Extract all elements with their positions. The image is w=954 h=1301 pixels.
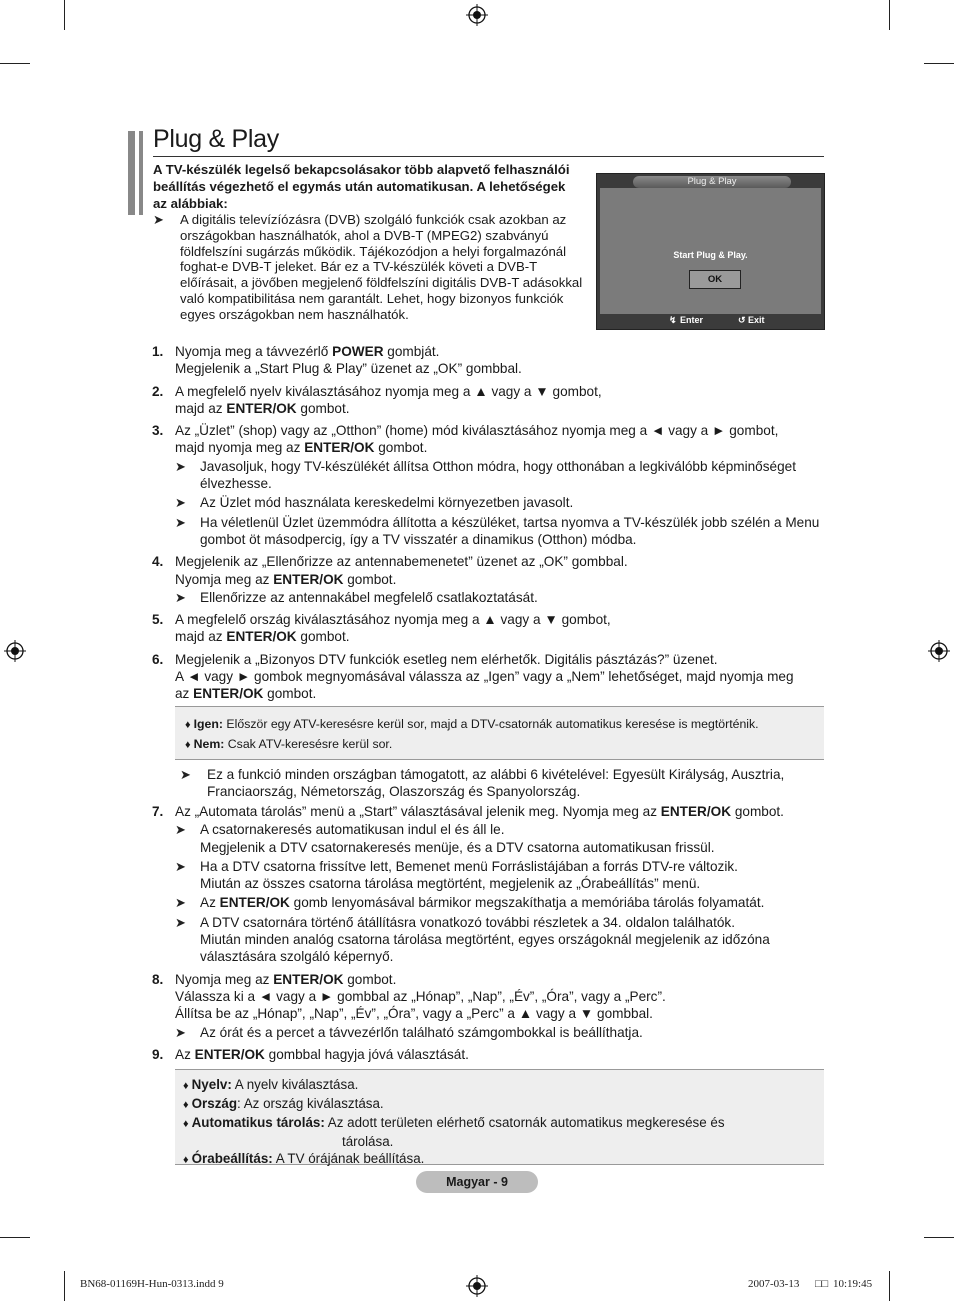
note-arrow-icon: ➤ xyxy=(175,514,186,530)
bullet-icon: ♦ xyxy=(185,719,191,731)
key-name: ENTER/OK xyxy=(273,571,344,587)
steps-list-2 xyxy=(152,803,832,1068)
tv-menu-message: Start Plug & Play. xyxy=(673,250,748,260)
exit-label: Exit xyxy=(748,315,765,325)
step-line: Állítsa be az „Hónap”, „Nap”, „Év”, „Óra”, vagy a „Perc” a ▲ vagy a ▼ gombbal. xyxy=(175,1006,653,1022)
step-item xyxy=(152,611,832,646)
step-line: az ENTER/OK gombot. xyxy=(175,686,317,702)
step-notes xyxy=(175,589,832,606)
bullet-icon: ♦ xyxy=(183,1154,189,1166)
tv-ok-button: OK xyxy=(689,270,741,289)
country-support-note xyxy=(180,766,830,801)
step-note xyxy=(175,1024,832,1041)
summary-label: Automatikus tárolás: xyxy=(191,1115,325,1130)
note-arrow-icon: ➤ xyxy=(175,495,186,511)
step-number: 7. xyxy=(152,804,164,819)
print-squares: □□ xyxy=(815,1278,829,1290)
bullet-icon: ♦ xyxy=(183,1080,189,1092)
step-line: Az ENTER/OK gombbal hagyja jóvá választását. xyxy=(175,1046,469,1062)
setup-summary-box xyxy=(175,1069,824,1165)
steps-list-1 xyxy=(152,343,832,708)
summary-text: Az adott területen elérhető csatornák automatikus megkeresése és xyxy=(324,1115,725,1130)
step-number: 8. xyxy=(152,971,164,987)
key-name: ENTER/OK xyxy=(226,400,297,416)
registration-mark-icon xyxy=(466,4,488,26)
summary-row xyxy=(175,1114,824,1150)
step-line: A megfelelő ország kiválasztásához nyomja meg a ▲ vagy a ▼ gombot, xyxy=(175,612,611,628)
step-item xyxy=(152,971,832,1041)
step-number: 2. xyxy=(152,383,164,399)
scan-options-box xyxy=(175,706,824,760)
option-row xyxy=(175,735,824,755)
step-note xyxy=(175,494,832,511)
enter-label: Enter xyxy=(680,315,704,325)
step-note xyxy=(175,821,832,856)
key-name: ENTER/OK xyxy=(660,804,732,819)
step-line: Az „Automata tárolás” menü a „Start” választásával jelenik meg. Nyomja meg az ENTER/OK gombot. xyxy=(175,804,784,819)
note-arrow-icon: ➤ xyxy=(175,1024,186,1040)
key-name: ENTER/OK xyxy=(273,971,344,987)
key-name: ENTER/OK xyxy=(304,440,375,456)
note-arrow-icon: ➤ xyxy=(175,895,186,911)
bullet-icon: ♦ xyxy=(183,1099,189,1111)
exit-icon: ↺ xyxy=(738,315,746,325)
step-note-text: Ha a DTV csatorna frissítve lett, Bemenet menü Forráslistájában a forrás DTV-re változik. Miután az összes csatorna tárolása megtörtént, megjelenik az „Órabeállítás” menü. xyxy=(200,858,738,892)
step-item xyxy=(152,651,832,703)
bullet-icon: ♦ xyxy=(183,1118,189,1130)
step-note xyxy=(175,514,832,549)
step-notes xyxy=(175,458,832,548)
key-name: ENTER/OK xyxy=(193,686,264,702)
step-note-text: A csatornakeresés automatikusan indul el és áll le. Megjelenik a DTV csatornakeresés menüje, és a DTV csatorna automatikusan frissül. xyxy=(200,822,715,855)
step-line: Megjelenik az „Ellenőrizze az antennabemenetet” üzenet az „OK” gombbal. xyxy=(175,554,628,570)
note-arrow-icon: ➤ xyxy=(175,589,186,605)
summary-row xyxy=(175,1076,824,1095)
step-note-text: Az ENTER/OK gomb lenyomásával bármikor megszakíthatja a memóriába tárolás folyamatát. xyxy=(200,895,765,911)
option-text: Csak ATV-keresésre kerül sor. xyxy=(224,737,393,751)
key-name: ENTER/OK xyxy=(194,1046,265,1062)
note-arrow-icon: ➤ xyxy=(180,767,191,782)
step-number: 4. xyxy=(152,554,164,570)
key-name: ENTER/OK xyxy=(226,629,297,645)
country-support-text: Ez a funkció minden országban támogatott, az alábbi 6 kivételével: Egyesült Királyság, Ausztria, Franciaország, Németország, Olaszország és Spanyolország. xyxy=(207,767,785,800)
step-line: A ◄ vagy ► gombok megnyomásával válassza az „Igen” vagy a „Nem” lehetőséget, majd nyomja meg xyxy=(175,669,794,685)
step-note xyxy=(175,894,832,911)
step-note-text: Ha véletlenül Üzlet üzemmódra állította a készüléket, tartsa nyomva a TV-készülék jobb szélén a Menu gombot öt másodpercig, így a TV visszatér a dinamikus (Otthon) módba. xyxy=(200,514,820,547)
summary-label: Órabeállítás: xyxy=(191,1151,273,1166)
registration-mark-icon xyxy=(928,640,950,662)
step-line: majd nyomja meg az ENTER/OK gombot. xyxy=(175,440,428,456)
step-notes xyxy=(175,1024,832,1041)
summary-text: A TV órájának beállítása. xyxy=(272,1151,425,1166)
print-file-name: BN68-01169H-Hun-0313.indd 9 xyxy=(80,1278,224,1290)
note-arrow-icon: ➤ xyxy=(153,212,164,227)
note-arrow-icon: ➤ xyxy=(175,858,186,874)
intro-text: A TV-készülék legelső bekapcsolásakor több alapvető felhasználói beállítás végezhető el egymás után automatikusan. A lehetőségek az alábbiak: xyxy=(153,162,570,211)
step-number: 1. xyxy=(152,344,164,359)
summary-label: Nyelv: xyxy=(191,1077,232,1092)
summary-text: : Az ország kiválasztása. xyxy=(237,1096,384,1111)
option-row xyxy=(175,715,824,735)
registration-mark-icon xyxy=(466,1275,488,1297)
option-text: Először egy ATV-keresésre kerül sor, majd a DTV-csatornák automatikus keresése is megtörténik. xyxy=(223,717,759,731)
summary-text-cont: tárolása. xyxy=(342,1134,394,1149)
bullet-icon: ♦ xyxy=(185,739,191,751)
step-notes xyxy=(175,821,832,965)
key-name: ENTER/OK xyxy=(219,895,290,911)
step-note-text: Ellenőrizze az antennakábel megfelelő csatlakoztatását. xyxy=(200,589,538,605)
print-time: 10:19:45 xyxy=(833,1278,873,1290)
option-label: Nem: xyxy=(193,737,225,751)
step-line: Nyomja meg az ENTER/OK gombot. xyxy=(175,971,397,987)
step-line: Nyomja meg a távvezérlő POWER gombját. xyxy=(175,344,440,359)
step-note xyxy=(175,914,832,966)
tv-menu-title: Plug & Play xyxy=(633,176,791,188)
step-line: Megjelenik a „Bizonyos DTV funkciók esetleg nem elérhetők. Digitális pásztázás?” üzenet. xyxy=(175,651,718,667)
step-note xyxy=(175,858,832,893)
enter-icon: ↯ xyxy=(669,315,677,325)
intro-note xyxy=(153,212,583,323)
step-line: majd az ENTER/OK gombot. xyxy=(175,400,350,416)
step-note xyxy=(175,458,832,493)
step-note-text: Az Üzlet mód használata kereskedelmi környezetben javasolt. xyxy=(200,495,574,511)
step-line: Válassza ki a ◄ vagy a ► gombbal az „Hónap”, „Nap”, „Év”, „Óra”, vagy a „Perc”. xyxy=(175,988,666,1004)
step-note-text: A DTV csatornára történő átállításra vonatkozó további részletek a 34. oldalon találhatók. Miután minden analóg csatorna tárolása megtörtént, egyes országoknál megjelenik az időzóna választására szolgáló képernyő. xyxy=(200,914,770,965)
note-arrow-icon: ➤ xyxy=(175,458,186,474)
summary-row xyxy=(175,1095,824,1114)
step-line: A megfelelő nyelv kiválasztásához nyomja meg a ▲ vagy a ▼ gombot, xyxy=(175,383,602,399)
step-line: majd az ENTER/OK gombot. xyxy=(175,629,350,645)
step-note-text: Az órát és a percet a távvezérlőn található számgombokkal is beállíthatja. xyxy=(200,1024,643,1040)
step-item xyxy=(152,343,832,378)
step-number: 3. xyxy=(152,423,164,439)
title-divider xyxy=(153,156,824,157)
key-name: POWER xyxy=(332,344,384,359)
step-item xyxy=(152,803,832,966)
summary-label: Ország xyxy=(191,1096,238,1111)
step-number: 6. xyxy=(152,651,164,667)
step-line: Az „Üzlet” (shop) vagy az „Otthon” (home) mód kiválasztásához nyomja meg a ◄ vagy a ► gombot, xyxy=(175,423,779,439)
step-number: 9. xyxy=(152,1046,164,1062)
summary-row xyxy=(175,1150,824,1169)
option-label: Igen: xyxy=(193,717,223,731)
tv-menu-screenshot xyxy=(596,173,825,330)
print-date: 2007-03-13 xyxy=(748,1278,800,1290)
step-note-text: Javasoljuk, hogy TV-készülékét állítsa Otthon módra, hogy otthonában a legkiválóbb képminőséget élvezhesse. xyxy=(200,458,796,492)
step-item xyxy=(152,422,832,548)
note-arrow-icon: ➤ xyxy=(175,822,186,838)
page-title: Plug & Play xyxy=(153,125,279,153)
step-line: Megjelenik a „Start Plug & Play” üzenet az „OK” gombbal. xyxy=(175,361,522,377)
step-item xyxy=(152,383,832,418)
step-line: Nyomja meg az ENTER/OK gombot. xyxy=(175,571,397,587)
step-item xyxy=(152,553,832,606)
page-number-badge: Magyar - 9 xyxy=(416,1171,538,1193)
step-note xyxy=(175,589,832,606)
step-number: 5. xyxy=(152,612,164,628)
tv-menu-body xyxy=(600,188,821,314)
registration-mark-icon xyxy=(4,640,26,662)
step-item xyxy=(152,1046,832,1063)
tv-menu-footer xyxy=(597,314,824,328)
note-arrow-icon: ➤ xyxy=(175,914,186,930)
summary-text: A nyelv kiválasztása. xyxy=(231,1077,359,1092)
intro-note-text: A digitális televízíózásra (DVB) szolgáló funkciók csak azokban az országokban használhatók, ahol a DVB-T (MPEG2) szabványú földfelszíni sugárzás működik. Tájékozódjon a helyi forgalmazónál foghat-e DVB-T jeleket. Bár ez a TV-készülék követi a DVB-T előírásait, a jövőben megjelenő földfelszíni digitális DVB-T adásokkal való kompatibilitása nem garantált. Lehet, hogy bizonyos funkciók egyes országokban nem használhatók. xyxy=(180,212,583,322)
section-marker-gap xyxy=(135,131,139,215)
